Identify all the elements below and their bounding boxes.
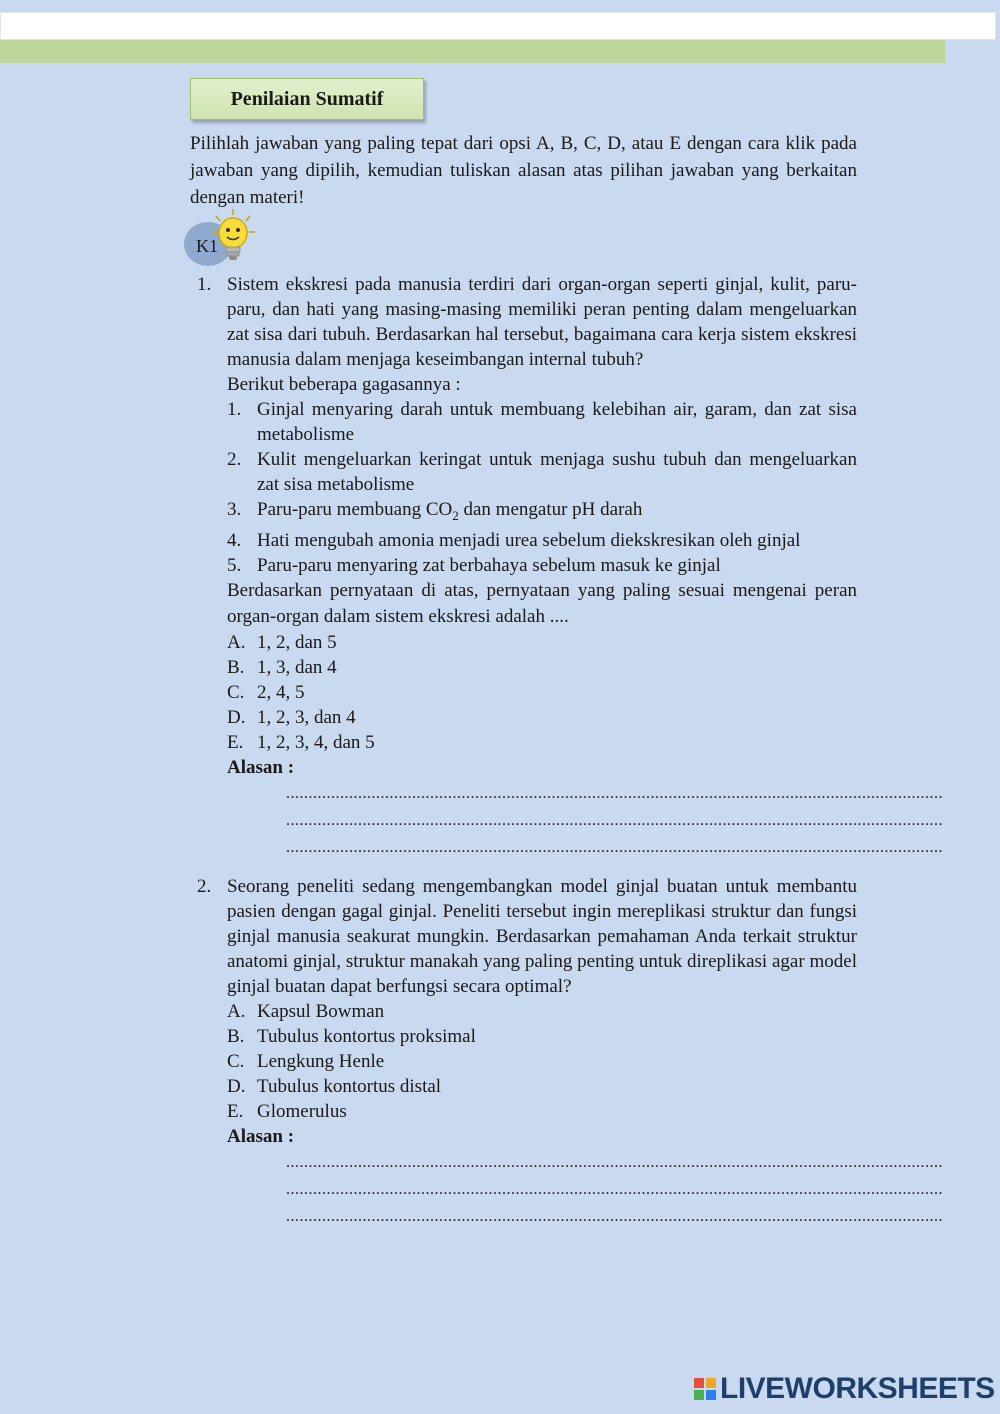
statement-item: 5. Paru-paru menyaring zat berbahaya sebelum masuk ke ginjal [227,554,721,576]
option-e[interactable]: E. Glomerulus [227,1101,347,1122]
option-d[interactable]: D. Tubulus kontortus distal [227,1076,442,1097]
statement-item: 1. Ginjal menyaring darah untuk membuang kelebihan air, garam, dan zat sisa metabolisme [227,399,857,445]
statement-item: 4. Hati mengubah amonia menjadi urea sebelum diekskresikan oleh ginjal [227,529,801,551]
option-a[interactable]: A. Kapsul Bowman [227,1001,385,1022]
reason-answer-line[interactable]: .................................................................................................................................................. [286,838,943,856]
reason-answer-line[interactable]: .................................................................................................................................................. [286,1154,943,1171]
option-e[interactable]: E. 1, 2, 3, 4, dan 5 [227,731,375,753]
logo-text: LIVEWORKSHEETS [720,1372,995,1405]
option-c[interactable]: C. Lengkung Henle [227,1051,385,1072]
statement-item: 2. Kulit mengeluarkan keringat untuk menjaga sushu tubuh dan mengeluarkan zat sisa metabolisme [227,449,857,495]
reason-answer-line[interactable]: .................................................................................................................................................. [286,1181,943,1198]
option-c[interactable]: C. 2, 4, 5 [227,681,305,703]
logo-grid-icon [694,1378,716,1400]
level-badge: K1 [196,236,218,256]
question-number: 2. [197,876,212,897]
option-d[interactable]: D. 1, 2, 3, dan 4 [227,706,356,728]
statement-item: 3. Paru-paru membuang $CO_2$ dan mengatur pH darah [227,499,643,523]
question-stem: Seorang peneliti sedang mengembangkan model ginjal buatan untuk membantu pasien dengan gagal ginjal. Peneliti tersebut ingin mereplikasi struktur dan fungsi ginjal manusia seakurat mungkin. Berdasarkan pemahaman Anda terkait struktur anatomi ginjal, struktur manakah yang paling penting untuk direplikasi agar model ginjal buatan dapat berfungsi secara optimal? [227,876,857,997]
option-a[interactable]: A. 1, 2, dan 5 [227,631,337,653]
lightbulb-icon [210,208,256,264]
question-closing: Berdasarkan pernyataan di atas, pernyataan yang paling sesuai mengenai peran organ-organ dalam sistem ekskresi adalah .... [227,579,857,627]
reason-label: Alasan : [227,1126,295,1147]
statements-intro: Berikut beberapa gagasannya : [227,374,461,395]
question-stem: Sistem ekskresi pada manusia terdiri dari organ-organ seperti ginjal, kulit, paru-paru, dan hati yang masing-masing memiliki peran penting dalam mengeluarkan zat sisa dari tubuh. Berdasarkan hal tersebut, bagaimana cara kerja sistem ekskresi manusia dalam menjaga keseimbangan internal tubuh? [227,274,857,370]
option-b[interactable]: B. Tubulus kontortus proksimal [227,1026,476,1047]
top-green-bar [0,40,945,63]
reason-answer-line[interactable]: .................................................................................................................................................. [286,784,943,802]
question-1 [190,272,943,861]
reason-label: Alasan : [227,756,295,778]
reason-answer-line[interactable]: .................................................................................................................................................. [286,811,943,829]
option-b[interactable]: B. 1, 3, dan 4 [227,656,337,678]
section-title: Penilaian Sumatif [190,78,424,120]
question-number: 1. [197,274,212,295]
reason-answer-line[interactable]: .................................................................................................................................................. [286,1208,943,1225]
question-2 [190,874,943,1230]
liveworksheets-logo [694,1374,995,1404]
instructions: Pilihlah jawaban yang paling tepat dari opsi A, B, C, D, atau E dengan cara klik pada jawaban yang dipilih, kemudian tuliskan alasan atas pilihan jawaban yang berkaitan dengan materi! [190,133,857,208]
top-white-bar [0,12,996,40]
